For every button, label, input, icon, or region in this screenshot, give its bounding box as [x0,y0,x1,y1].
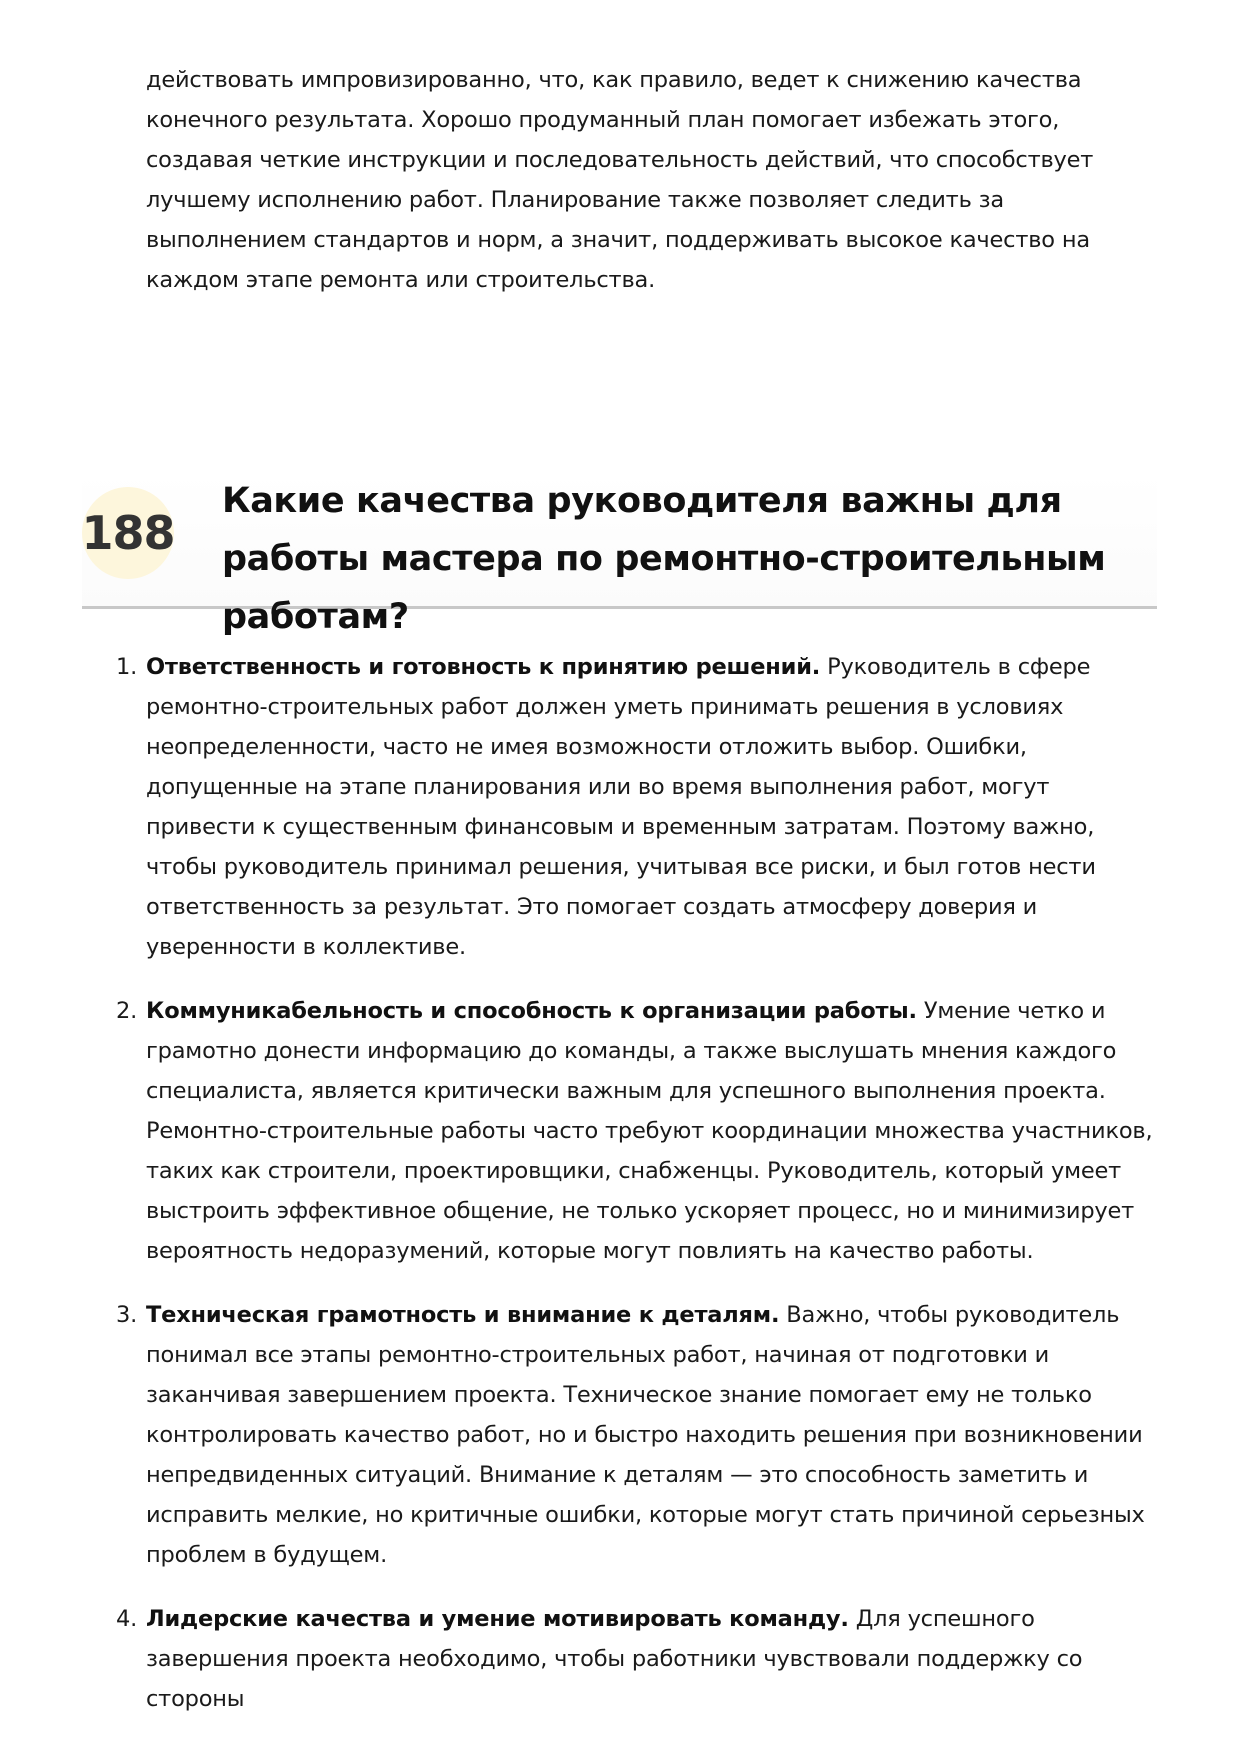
list-item-number: 4. [116,1606,138,1632]
list-item-number: 3. [116,1302,138,1328]
list-item-number: 1. [116,654,138,680]
list-item [116,1295,1156,1575]
list-item-body: Руководитель в сфере ремонтно-строительных работ должен уметь принимать решения в условиях неопределенности, часто не имея возможности отложить выбор. Ошибки, допущенные на этапе планирования или во время выполнения работ, могут привести к существенным финансовым и временным затратам. Поэтому важно, чтобы руководитель принимал решения, учитывая все риски, и был готов нести ответственность за результат. Это помогает создать атмосферу доверия и уверенности в коллективе. [146,654,1096,960]
question-title: Какие качества руководителя важны для работы мастера по ремонтно-строительным работам? [222,481,1106,637]
answer-list [116,647,1156,1743]
list-item [116,647,1156,967]
list-item-body: Важно, чтобы руководитель понимал все этапы ремонтно-строительных работ, начиная от подготовки и заканчивая завершением проекта. Техническое знание помогает ему не только контролировать качество работ, но и быстро находить решения при возникновении непредвиденных ситуаций. Внимание к деталям — это способность заметить и исправить мелкие, но критичные ошибки, которые могут стать причиной серьезных проблем в будущем. [146,1302,1145,1568]
question-number-badge: 188 [82,487,174,579]
list-item-lead: Ответственность и готовность к принятию решений. [146,654,821,680]
list-item-lead: Коммуникабельность и способность к организации работы. [146,998,917,1024]
list-item-lead: Лидерские качества и умение мотивировать команду. [146,1606,849,1632]
intro-paragraph: действовать импровизированно, что, как правило, ведет к снижению качества конечного результата. Хорошо продуманный план помогает избежать этого, создавая четкие инструкции и последовательность действий, что способствует лучшему исполнению работ. Планирование также позволяет следить за выполнением стандартов и норм, а значит, поддерживать высокое качество на каждом этапе ремонта или строительства. [146,67,1094,293]
list-item [116,1599,1156,1719]
list-item-body: Для успешного завершения проекта необходимо, чтобы работники чувствовали поддержку со стороны [146,1606,1083,1712]
list-item [116,991,1156,1271]
question-header [81,472,1157,637]
list-item-number: 2. [116,998,138,1024]
list-item-body: Умение четко и грамотно донести информацию до команды, а также выслушать мнения каждого специалиста, является критически важным для успешного выполнения проекта. Ремонтно-строительные работы часто требуют координации множества участников, таких как строители, проектировщики, снабженцы. Руководитель, который умеет выстроить эффективное общение, не только ускоряет процесс, но и минимизирует вероятность недоразумений, которые могут повлиять на качество работы. [146,998,1153,1264]
list-item-lead: Техническая грамотность и внимание к деталям. [146,1302,780,1328]
